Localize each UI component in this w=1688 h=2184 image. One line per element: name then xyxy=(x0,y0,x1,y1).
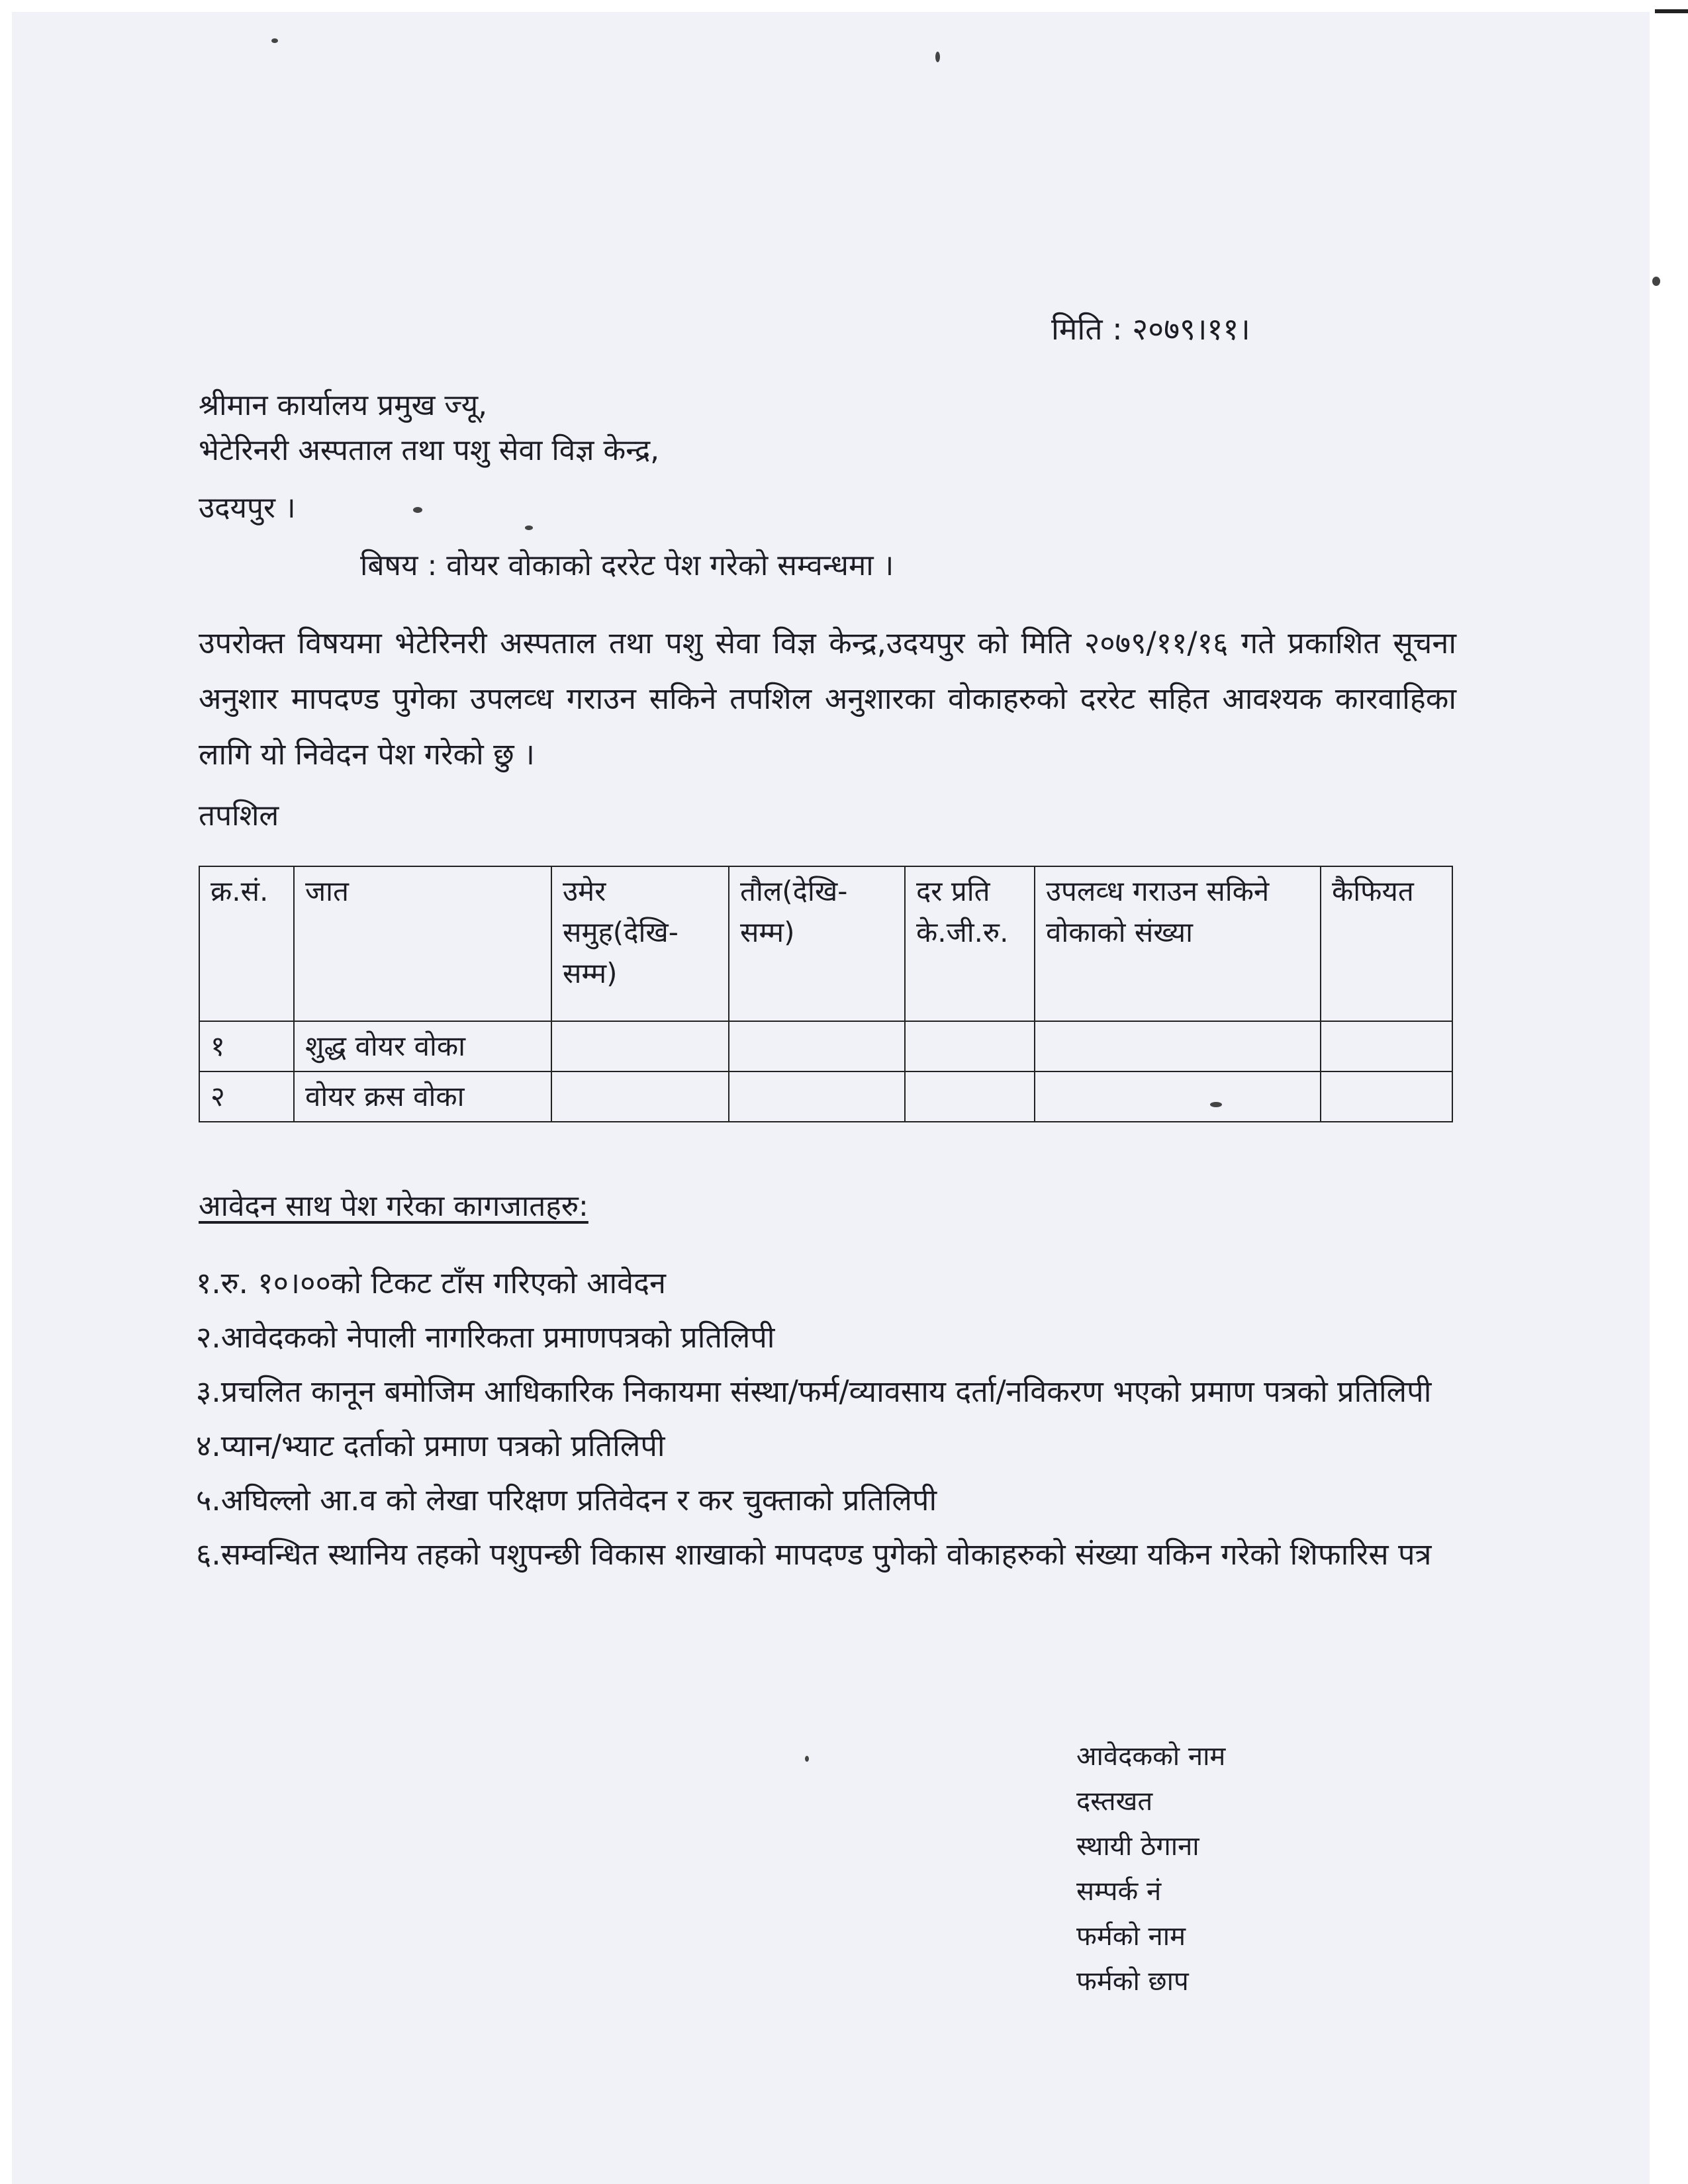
scan-edge-left xyxy=(0,0,12,2184)
details-label: तपशिल xyxy=(199,799,279,833)
cell-rate xyxy=(905,1071,1035,1122)
cell-breed: शुद्ध वोयर वोका xyxy=(294,1021,551,1071)
header-weight: तौल(देखि-सम्म) xyxy=(729,866,905,1021)
cell-remarks xyxy=(1321,1071,1452,1122)
list-item: १.रु. १०।००को टिकट टाँस गरिएको आवेदन xyxy=(196,1265,667,1300)
cell-remarks xyxy=(1321,1021,1452,1071)
header-rate-per-kg: दर प्रति के.जी.रु. xyxy=(905,866,1035,1021)
scan-corner-mark xyxy=(1655,9,1688,13)
table-row xyxy=(199,1071,1452,1122)
cell-serial: २ xyxy=(199,1071,294,1122)
cell-weight xyxy=(729,1021,905,1071)
scan-speck xyxy=(805,1756,809,1762)
table-row xyxy=(199,1021,1452,1071)
letter-subject: बिषय : वोयर वोकाको दररेट पेश गरेको सम्वन्धमा । xyxy=(360,549,894,582)
cell-serial: १ xyxy=(199,1021,294,1071)
signature-permanent-address: स्थायी ठेगाना xyxy=(1076,1831,1199,1862)
scan-speck xyxy=(935,52,940,62)
scan-speck xyxy=(525,525,533,530)
letter-body: उपरोक्त विषयमा भेटेरिनरी अस्पताल तथा पशु सेवा विज्ञ केन्द्र,उदयपुर को मिति २०७९/११/१६ गते प्रकाशित सूचना अनुशार मापदण्ड पुगेका उपलव्ध गराउन सकिने तपशिल अनुशारका वोकाहरुको दररेट सहित आवश्यक कारवाहिका लागि यो निवेदन पेश गरेको छु । xyxy=(199,625,1456,772)
documents-list xyxy=(196,1256,1454,1582)
cell-age-group xyxy=(551,1071,729,1122)
address-line-city: उदयपुर । xyxy=(199,491,296,525)
scan-speck xyxy=(413,507,422,513)
header-serial: क्र.सं. xyxy=(199,866,294,1021)
address-line-office: भेटेरिनरी अस्पताल तथा पशु सेवा विज्ञ केन्द्र, xyxy=(199,433,660,467)
signature-block xyxy=(1076,1734,1225,2004)
table-header-row xyxy=(199,866,1452,1021)
list-item: ६.सम्वन्धित स्थानिय तहको पशुपन्छी विकास शाखाको मापदण्ड पुगेको वोकाहरुको संख्या यकिन गरेको शिफारिस पत्र xyxy=(196,1537,1432,1572)
address-line-recipient: श्रीमान कार्यालय प्रमुख ज्यू, xyxy=(199,388,488,422)
cell-age-group xyxy=(551,1021,729,1071)
cell-breed: वोयर क्रस वोका xyxy=(294,1071,551,1122)
cell-weight xyxy=(729,1071,905,1122)
header-breed: जात xyxy=(294,866,551,1021)
header-remarks: कैफियत xyxy=(1321,866,1452,1021)
rate-table xyxy=(199,866,1453,1122)
signature-firm-stamp: फर्मको छाप xyxy=(1076,1966,1189,1997)
header-available-count: उपलव्ध गराउन सकिने वोकाको संख्या xyxy=(1035,866,1321,1021)
scan-speck xyxy=(1652,277,1660,286)
header-age-group: उमेर समुह(देखि-सम्म) xyxy=(551,866,729,1021)
cell-count xyxy=(1035,1071,1321,1122)
scan-edge-top xyxy=(0,0,1688,12)
cell-count xyxy=(1035,1021,1321,1071)
scan-edge-right xyxy=(1650,0,1688,2184)
signature-sign: दस्तखत xyxy=(1076,1786,1153,1817)
signature-firm-name: फर्मको नाम xyxy=(1076,1921,1186,1952)
scan-speck xyxy=(271,38,278,43)
list-item: ४.प्यान/भ्याट दर्ताको प्रमाण पत्रको प्रतिलिपी xyxy=(196,1428,665,1463)
signature-contact-number: सम्पर्क नं xyxy=(1076,1876,1162,1907)
cell-rate xyxy=(905,1021,1035,1071)
documents-heading: आवेदन साथ पेश गरेका कागजातहरु: xyxy=(199,1189,588,1223)
signature-applicant-name: आवेदकको नाम xyxy=(1076,1741,1226,1772)
list-item: २.आवेदकको नेपाली नागरिकता प्रमाणपत्रको प्रतिलिपी xyxy=(196,1320,775,1355)
list-item: ३.प्रचलित कानून बमोजिम आधिकारिक निकायमा संस्था/फर्म/व्यावसाय दर्ता/नविकरण भएको प्रमाण पत्रको प्रतिलिपी xyxy=(196,1374,1432,1409)
list-item: ५.अघिल्लो आ.व को लेखा परिक्षण प्रतिवेदन र कर चुक्ताको प्रतिलिपी xyxy=(196,1482,937,1518)
letter-date: मिति : २०७९।११। xyxy=(1051,311,1250,347)
